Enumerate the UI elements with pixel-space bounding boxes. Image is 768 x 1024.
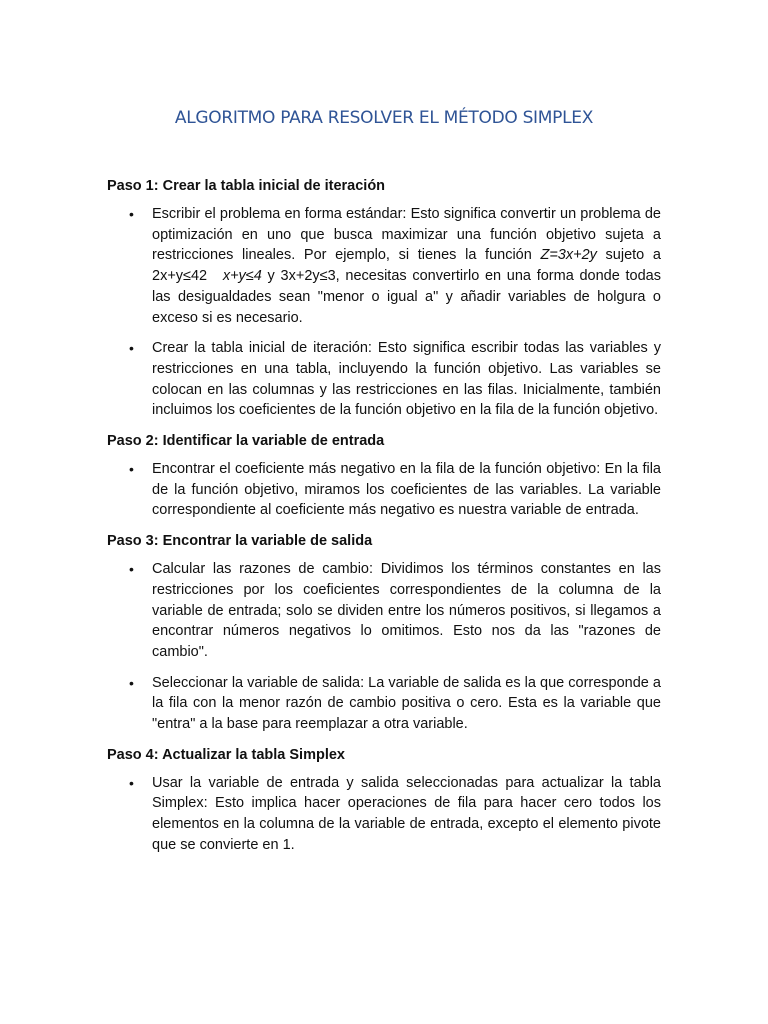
item-text-middle: sujeto a 2x+y≤42 [152, 247, 661, 285]
step-heading: Paso 1: Crear la tabla inicial de iteración [107, 178, 386, 194]
item-text: Usar la variable de entrada y salida seleccionadas para actualizar la tabla Simplex: Esto implica hacer operaciones de fila para hacer cero todos los elementos en la columna de la variable de entrada, excepto el elemento pivote que se convierte en 1. [152, 774, 661, 853]
bullet-list [107, 559, 661, 735]
item-text-after: , necesitas convertirlo en una forma donde todas las desigualdades sean "menor o igual a" y añadir variables de holgura o exceso si es necesario. [152, 268, 661, 326]
list-item [107, 673, 661, 735]
bullet-icon: • [129, 340, 134, 357]
section-paso-3 [107, 531, 661, 735]
bullet-icon: • [129, 674, 134, 691]
bullet-icon: • [129, 461, 134, 478]
section-paso-4 [107, 745, 661, 856]
bullet-icon: • [129, 206, 134, 222]
step-heading: Paso 4: Actualizar la tabla Simplex [107, 746, 345, 763]
list-item [107, 338, 661, 421]
step-heading: Paso 3: Encontrar la variable de salida [107, 533, 373, 550]
document-title: ALGORITMO PARA RESOLVER EL MÉTODO SIMPLEX [174, 108, 594, 128]
formula-objective: Z=3x+2y [540, 247, 597, 264]
item-text: Seleccionar la variable de salida: La variable de salida es la que corresponde a la fila con la menor razón de cambio positiva o cero. Esta es la variable que "entra" a la base para reemplazar a otra variable. [152, 674, 661, 733]
document-body [107, 176, 661, 866]
item-text-before: Escribir el problema en forma estándar: Esto significa convertir un problema de optimización en uno que busca maximizar una función objetivo sujeta a restricciones lineales. Por ejemplo, si tienes la función [152, 206, 661, 264]
step-heading: Paso 2: Identificar la variable de entrada [107, 433, 385, 450]
list-item [107, 459, 661, 521]
item-text: Crear la tabla inicial de iteración: Esto significa escribir todas las variables y restricciones en una tabla, incluyendo la función objetivo. Las variables se colocan en las columnas y las restricciones en las filas. Inicialmente, también incluimos los coeficientes de la función objetivo en la fila de la función objetivo. [152, 340, 661, 419]
formula-constraint-1: x+y≤4 [222, 268, 262, 285]
item-text: Encontrar el coeficiente más negativo en la fila de la función objetivo: En la fila de la función objetivo, miramos los coeficientes de las variables. La variable correspondiente al coeficiente más negativo es nuestra variable de entrada. [152, 461, 661, 519]
list-item [107, 204, 661, 328]
bullet-list [107, 204, 661, 421]
section-paso-1 [107, 176, 661, 421]
bullet-icon: • [129, 561, 134, 578]
item-text-and: y [261, 268, 281, 285]
item-text: Calcular las razones de cambio: Dividimos los términos constantes en las restricciones por los coeficientes correspondientes de la columna de la variable de entrada; solo se dividen entre los números positivos, si llegamos a encontrar números negativos lo omitimos. Esto nos da las "razones de cambio". [152, 561, 661, 660]
section-paso-2 [107, 431, 661, 521]
bullet-icon: • [129, 774, 134, 791]
bullet-list [107, 773, 661, 856]
formula-constraint-2: 3x+2y≤3 [280, 268, 336, 285]
list-item [107, 559, 661, 663]
list-item [107, 773, 661, 856]
bullet-list [107, 459, 661, 521]
